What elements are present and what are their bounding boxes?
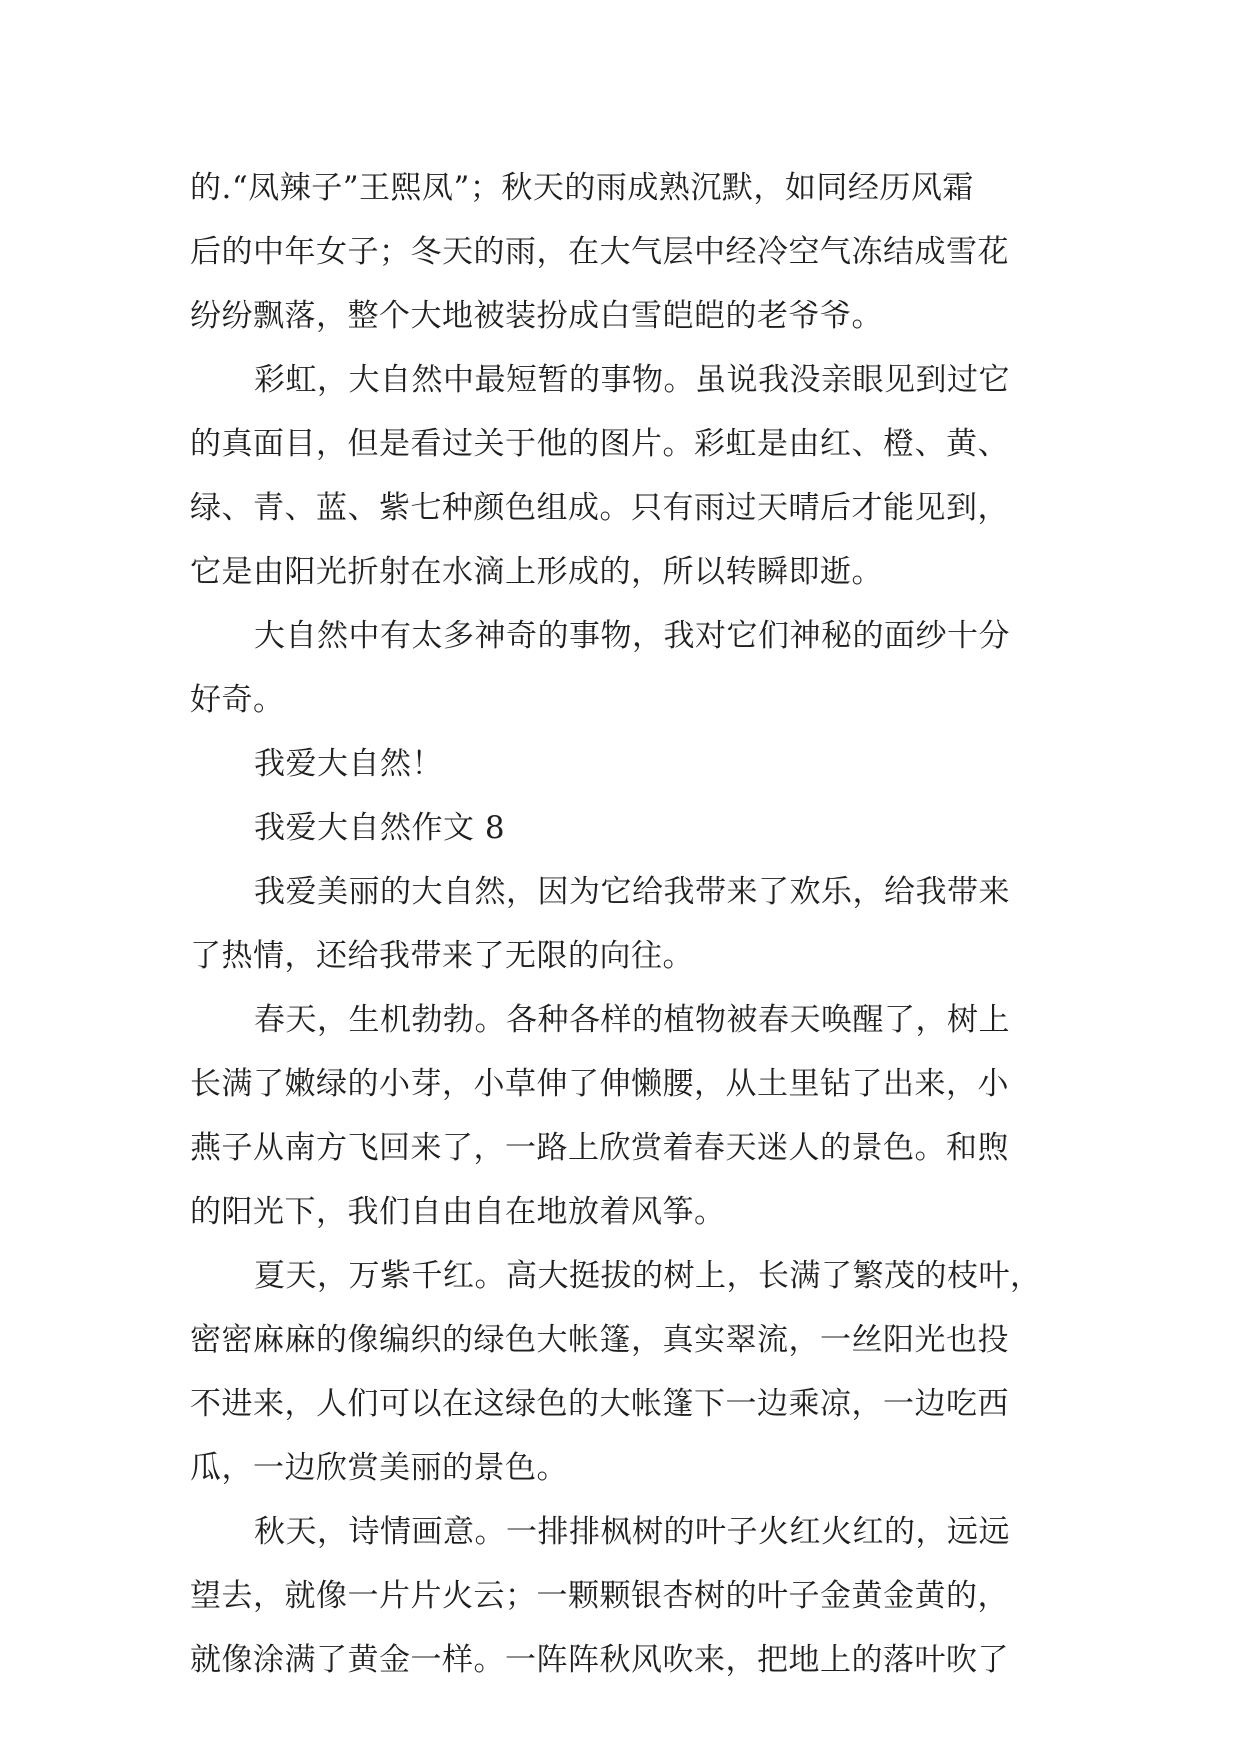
paragraph-first-line: 我爱美丽的大自然，因为它给我带来了欢乐，给我带来 — [254, 874, 1010, 910]
text-line: 纷纷飘落，整个大地被装扮成白雪皑皑的老爷爷。 — [190, 298, 883, 334]
text-line: 的.“凤辣子”王熙凤”；秋天的雨成熟沉默，如同经历风霜 — [190, 170, 974, 206]
paragraph-first-line: 秋天，诗情画意。一排排枫树的叶子火红火红的，远远 — [254, 1514, 1010, 1550]
paragraph-first-line: 我爱大自然！ — [254, 746, 443, 782]
text-line: 望去，就像一片片火云；一颗颗银杏树的叶子金黄金黄的， — [190, 1578, 1009, 1614]
paragraph-first-line: 彩虹，大自然中最短暂的事物。虽说我没亲眼见到过它 — [254, 362, 1010, 398]
text-line: 好奇。 — [190, 682, 285, 718]
text-line: 密密麻麻的像编织的绿色大帐篷，真实翠流，一丝阳光也投 — [190, 1322, 1009, 1358]
section-heading: 我爱大自然作文 8 — [254, 810, 506, 846]
text-line: 不进来，人们可以在这绿色的大帐篷下一边乘凉，一边吃西 — [190, 1386, 1009, 1422]
paragraph-first-line: 大自然中有太多神奇的事物，我对它们神秘的面纱十分 — [254, 618, 1010, 654]
text-line: 它是由阳光折射在水滴上形成的，所以转瞬即逝。 — [190, 554, 883, 590]
paragraph-first-line: 夏天，万紫千红。高大挺拔的树上，长满了繁茂的枝叶， — [254, 1258, 1042, 1294]
text-line: 的阳光下，我们自由自在地放着风筝。 — [190, 1194, 726, 1230]
text-line: 长满了嫩绿的小芽，小草伸了伸懒腰，从土里钻了出来，小 — [190, 1066, 1009, 1102]
text-line: 燕子从南方飞回来了，一路上欣赏着春天迷人的景色。和煦 — [190, 1130, 1009, 1166]
text-line: 的真面目，但是看过关于他的图片。彩虹是由红、橙、黄、 — [190, 426, 1009, 462]
paragraph-first-line: 春天，生机勃勃。各种各样的植物被春天唤醒了，树上 — [254, 1002, 1010, 1038]
text-line: 后的中年女子；冬天的雨，在大气层中经冷空气冻结成雪花 — [190, 234, 1009, 270]
text-line: 了热情，还给我带来了无限的向往。 — [190, 938, 694, 974]
text-line: 就像涂满了黄金一样。一阵阵秋风吹来，把地上的落叶吹了 — [190, 1642, 1009, 1678]
text-line: 绿、青、蓝、紫七种颜色组成。只有雨过天晴后才能见到， — [190, 490, 1009, 526]
text-line: 瓜，一边欣赏美丽的景色。 — [190, 1450, 568, 1486]
document-body — [190, 156, 1050, 1692]
